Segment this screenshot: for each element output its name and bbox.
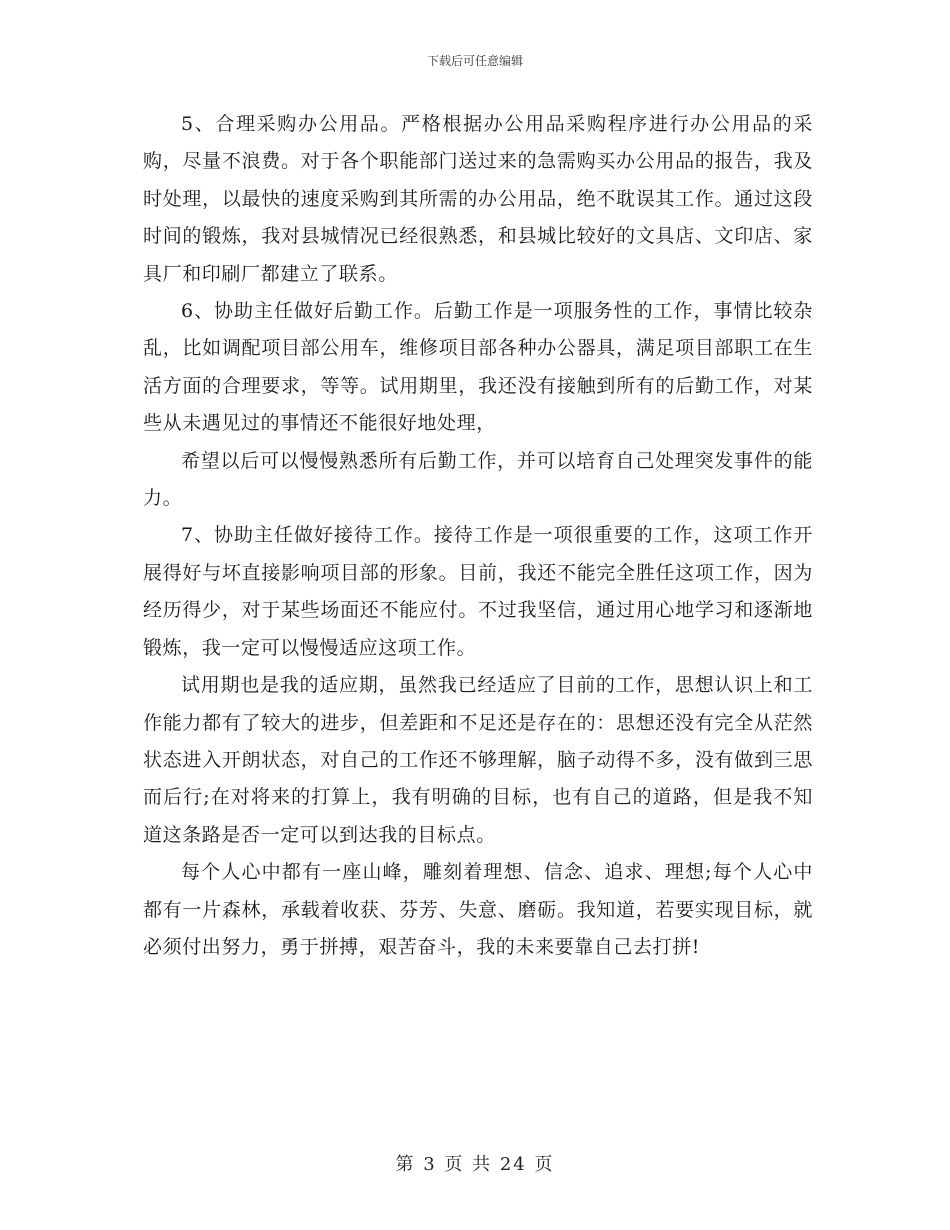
paragraph-office-supplies: 5、合理采购办公用品。严格根据办公用品采购程序进行办公用品的采购，尽量不浪费。对于各个职能部门送过来的急需购买办公用品的报告，我及时处理，以最快的速度采购到其所需的办公用品，绝不耽误其工作。通过这段时间的锻炼，我对县城情况已经很熟悉，和县城比较好的文具店、文印店、家具厂和印刷厂都建立了联系。 — [143, 113, 813, 285]
paragraph-logistics-continued: 希望以后可以慢慢熟悉所有后勤工作，并可以培育自己处理突发事件的能力。 — [143, 449, 813, 510]
document-body — [143, 106, 813, 966]
page-number-footer: 第 3 页 共 24 页 — [395, 1154, 555, 1175]
paragraph-probation-reflection: 试用期也是我的适应期，虽然我已经适应了目前的工作，思想认识上和工作能力都有了较大的进步，但差距和不足还是存在的：思想还没有完全从茫然状态进入开朗状态，对自己的工作还不够理解，脑子动得不多，没有做到三思而后行;在对将来的打算上，我有明确的目标，也有自己的道路，但是我不知道这条路是否一定可以到达我的目标点。 — [143, 674, 813, 846]
paragraph-aspiration: 每个人心中都有一座山峰，雕刻着理想、信念、追求、理想;每个人心中都有一片森林，承载着收获、芬芳、失意、磨砺。我知道，若要实现目标，就必须付出努力，勇于拼搏，艰苦奋斗，我的未来要靠自己去打拼! — [143, 861, 813, 958]
page-header-note: 下载后可任意编辑 — [426, 54, 523, 68]
paragraph-reception: 7、协助主任做好接待工作。接待工作是一项很重要的工作，这项工作开展得好与坏直接影响项目部的形象。目前，我还不能完全胜任这项工作，因为经历得少，对于某些场面还不能应付。不过我坚信，通过用心地学习和逐渐地锻炼，我一定可以慢慢适应这项工作。 — [143, 524, 813, 659]
paragraph-logistics: 6、协助主任做好后勤工作。后勤工作是一项服务性的工作，事情比较杂乱，比如调配项目部公用车，维修项目部各种办公器具，满足项目部职工在生活方面的合理要求，等等。试用期里，我还没有接触到所有的后勤工作，对某些从未遇见过的事情还不能很好地处理， — [143, 300, 813, 435]
